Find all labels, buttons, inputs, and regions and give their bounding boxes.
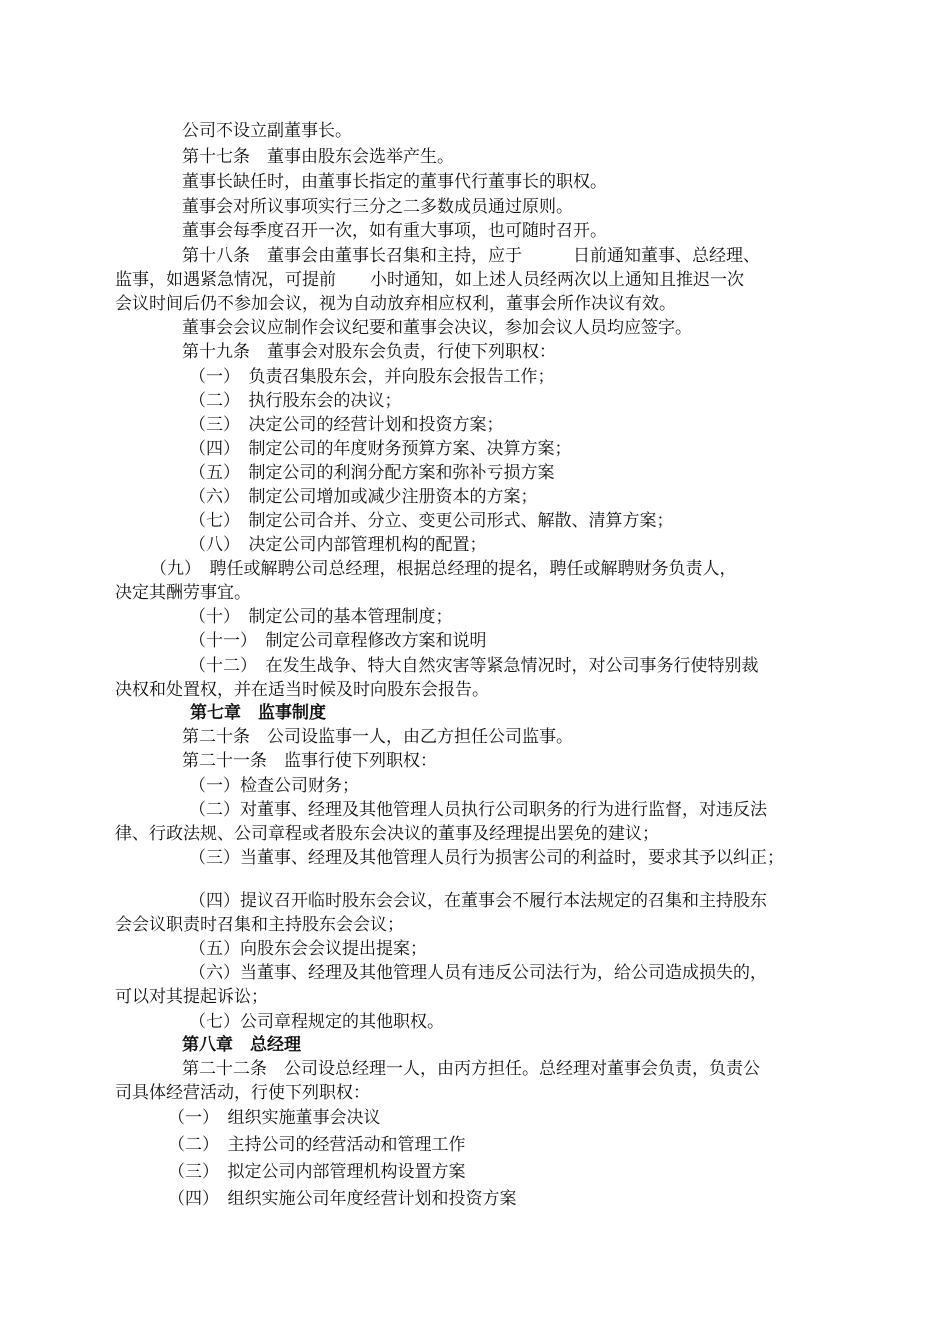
list-item: （一） 组织实施董事会决议 bbox=[168, 1108, 381, 1128]
list-item: （一）检查公司财务； bbox=[189, 776, 359, 796]
article-21-line: 第二十一条 监事行使下列职权： bbox=[182, 751, 437, 771]
text-line: 董事会会议应制作会议纪要和董事会决议，参加会议人员均应签字。 bbox=[182, 318, 692, 338]
list-item: （十） 制定公司的基本管理制度； bbox=[189, 607, 453, 627]
text-line: 会议时间后仍不参加会议，视为自动放弃相应权利，董事会所作决议有效。 bbox=[115, 294, 676, 314]
list-item: （七） 制定公司合并、分立、变更公司形式、解散、清算方案； bbox=[189, 511, 674, 531]
text-line: 董事会对所议事项实行三分之二多数成员通过原则。 bbox=[182, 197, 573, 217]
text-line: 监事，如遇紧急情况，可提前 小时通知，如上述人员经两次以上通知且推迟一次 bbox=[115, 270, 744, 290]
text-line: 决定其酬劳事宜。 bbox=[115, 583, 251, 603]
list-item: （二）对董事、经理及其他管理人员执行公司职务的行为进行监督，对违反法 bbox=[189, 800, 767, 820]
list-item: （八） 决定公司内部管理机构的配置； bbox=[189, 535, 487, 555]
text-line: 会会议职责时召集和主持股东会会议； bbox=[115, 915, 404, 935]
text-line: 司具体经营活动，行使下列职权： bbox=[115, 1083, 370, 1103]
list-item: （二） 执行股东会的决议； bbox=[189, 391, 402, 411]
list-item: （九） 聘任或解聘公司总经理，根据总经理的提名，聘任或解聘财务负责人， bbox=[150, 559, 737, 579]
list-item: （一） 负责召集股东会，并向股东会报告工作； bbox=[189, 367, 555, 387]
text-line: 董事会每季度召开一次，如有重大事项，也可随时召开。 bbox=[182, 221, 607, 241]
text-line: 可以对其提起诉讼； bbox=[115, 987, 268, 1007]
article-18-line: 第十八条 董事会由董事长召集和主持，应于 日前通知董事、总经理、 bbox=[182, 246, 760, 266]
chapter-7-heading: 第七章 监事制度 bbox=[190, 703, 326, 723]
text-line: 公司不设立副董事长。 bbox=[182, 121, 352, 141]
list-item: （二） 主持公司的经营活动和管理工作 bbox=[168, 1135, 466, 1155]
list-item: （三） 决定公司的经营计划和投资方案； bbox=[189, 415, 504, 435]
list-item: （四） 制定公司的年度财务预算方案、决算方案； bbox=[189, 439, 572, 459]
article-17-line: 第十七条 董事由股东会选举产生。 bbox=[182, 147, 454, 167]
text-line: 董事长缺任时，由董事长指定的董事代行董事长的职权。 bbox=[182, 172, 607, 192]
list-item: （五）向股东会会议提出提案； bbox=[189, 939, 427, 959]
article-22-line: 第二十二条 公司设总经理一人，由丙方担任。总经理对董事会负责，负责公 bbox=[182, 1059, 760, 1079]
list-item: （五） 制定公司的利润分配方案和弥补亏损方案 bbox=[189, 463, 555, 483]
list-item: （三）当董事、经理及其他管理人员行为损害公司的利益时，要求其予以纠正； bbox=[189, 848, 784, 868]
article-20-line: 第二十条 公司设监事一人，由乙方担任公司监事。 bbox=[182, 727, 573, 747]
list-item: （六） 制定公司增加或减少注册资本的方案； bbox=[189, 487, 538, 507]
list-item: （十二） 在发生战争、特大自然灾害等紧急情况时，对公司事务行使特别裁 bbox=[189, 656, 759, 676]
list-item: （七）公司章程规定的其他职权。 bbox=[189, 1012, 444, 1032]
list-item: （三） 拟定公司内部管理机构设置方案 bbox=[168, 1162, 466, 1182]
list-item: （六）当董事、经理及其他管理人员有违反公司法行为，给公司造成损失的， bbox=[189, 963, 767, 983]
list-item: （四） 组织实施公司年度经营计划和投资方案 bbox=[168, 1189, 517, 1209]
text-line: 律、行政法规、公司章程或者股东会决议的董事及经理提出罢免的建议； bbox=[115, 824, 659, 844]
chapter-8-heading: 第八章 总经理 bbox=[182, 1035, 301, 1055]
list-item: （四）提议召开临时股东会会议，在董事会不履行本法规定的召集和主持股东 bbox=[189, 891, 767, 911]
article-19-line: 第十九条 董事会对股东会负责，行使下列职权： bbox=[182, 342, 556, 362]
text-line: 决权和处置权，并在适当时候及时向股东会报告。 bbox=[115, 680, 489, 700]
list-item: （十一） 制定公司章程修改方案和说明 bbox=[189, 631, 487, 651]
